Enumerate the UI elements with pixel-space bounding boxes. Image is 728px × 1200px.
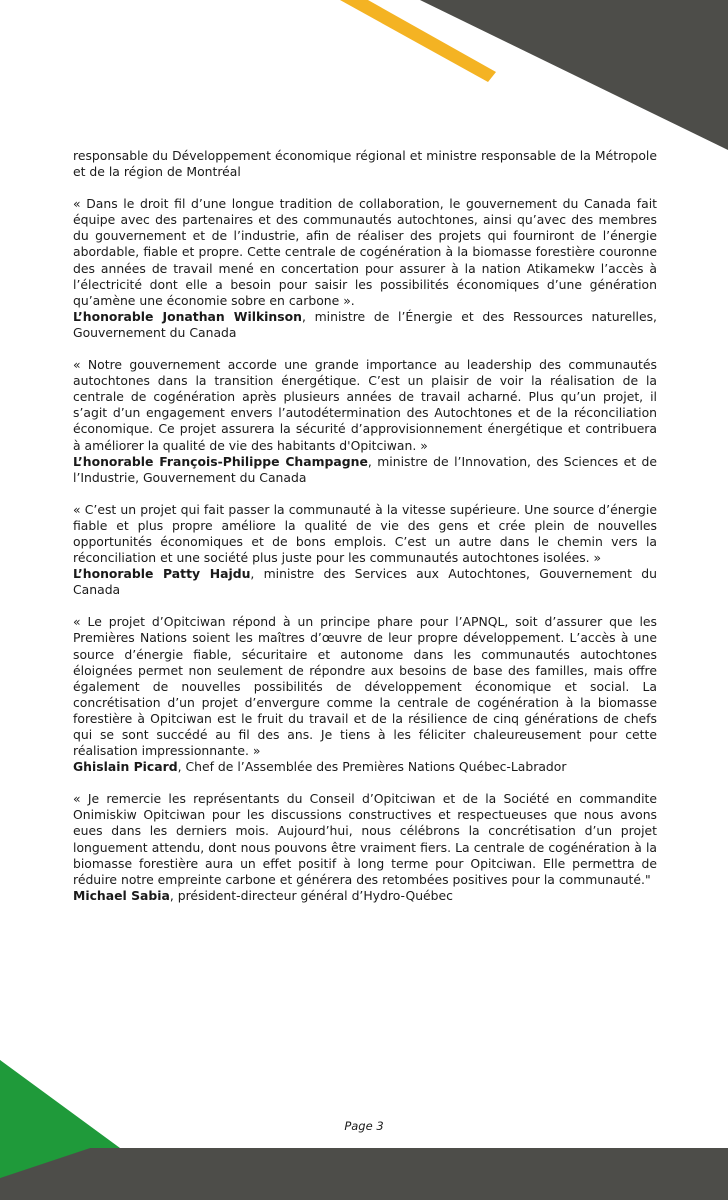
top-corner-decoration (0, 0, 728, 150)
statement-quote: « Le projet d’Opitciwan répond à un principe phare pour l’APNQL, soit d’assurer que les Premières Nations soient les maîtres d’œuvre de leur propre développement. L’accès à une source d’énergie fiable, sécuritaire et autonome dans les communautés autochtones éloignées permet non seulement de répondre aux besoins de base des familles, mais offre également de nouvelles possibilités de développement économique et social. La concrétisation d’un projet d’envergure comme la centrale de cogénération à la biomasse forestière à Opitciwan est le fruit du travail et de la résilience de cinq générations de chefs qui se sont succédé au fil des ans. Je tiens à les féliciter chaleureusement pour cette réalisation impressionnante. » (73, 614, 657, 759)
statement-attribution (73, 759, 657, 775)
speaker-name: L’honorable Jonathan Wilkinson (73, 308, 302, 324)
statement-quote: « Je remercie les représentants du Conseil d’Opitciwan et de la Société en commandite Onimiskiw Opitciwan pour les discussions constructives et respectueuses que nous avons eues dans les derniers mois. Aujourd’hui, nous célébrons la concrétisation d’un projet longuement attendu, dont nous pouvons être vraiment fiers. La centrale de cogénération à la biomasse forestière aura un effet positif à long terme pour Opitciwan. Elle permettra de réduire notre empreinte carbone et générera des retombées positives pour la communauté." (73, 791, 657, 887)
speaker-name: Ghislain Picard (73, 759, 178, 775)
statement-block (73, 502, 657, 599)
bottom-dark-band (0, 1148, 728, 1200)
statement-block (73, 357, 657, 486)
speaker-title: , ministre de l’Innovation, des Sciences et de l’Industrie, Gouvernement du Canada (73, 453, 658, 485)
statement-quote: « Notre gouvernement accorde une grande importance au leadership des communautés autochtones dans la transition énergétique. C’est un plaisir de voir la réalisation de la centrale de cogénération après plusieurs années de travail acharné. Plus qu’un projet, il s’agit d’un engagement envers l’autodétermination des Autochtones et de la réconciliation économique. Ce projet assurera la sécurité d’approvisionnement énergétique et contribuera à améliorer la qualité de vie des habitants d'Opitciwan. » (73, 357, 657, 453)
statement-block (73, 614, 657, 775)
speaker-name: L’honorable Patty Hajdu (73, 566, 251, 582)
speaker-title: , ministre des Services aux Autochtones, Gouvernement du Canada (73, 566, 657, 598)
document-body (73, 148, 657, 920)
statement-attribution (73, 454, 657, 486)
top-dark-band (420, 0, 728, 150)
page-number: Page 3 (344, 1119, 384, 1133)
statement-quote: « Dans le droit fil d’une longue tradition de collaboration, le gouvernement du Canada fait équipe avec des partenaires et des communautés autochtones, ainsi qu’avec des membres du gouvernement et de l’industrie, afin de réaliser des projets qui fourniront de l’énergie abordable, fiable et propre. Cette centrale de cogénération à la biomasse forestière couronne des années de travail mené en concertation pour assurer à la nation Atikamekw l’accès à l’électricité dont elle a besoin pour saisir les possibilités économiques d’une génération qu’amène une économie sobre en carbone ». (73, 196, 657, 308)
statement-attribution (73, 566, 657, 598)
speaker-title: , président-directeur général d’Hydro-Québec (169, 887, 453, 903)
speaker-name: Michael Sabia (73, 887, 170, 903)
speaker-name: L’honorable François-Philippe Champagne (73, 453, 368, 469)
statement-quote: « C’est un projet qui fait passer la communauté à la vitesse supérieure. Une source d’énergie fiable et plus propre améliore la qualité de vie des gens et crée plein de nouvelles opportunités économiques et de bons emplois. C’est un autre dans le chemin vers la réconciliation et une société plus juste pour les communautés autochtones isolées. » (73, 501, 657, 566)
intro-paragraph: responsable du Développement économique régional et ministre responsable de la Métropole et de la région de Montréal (73, 148, 657, 180)
speaker-title: , ministre de l’Énergie et des Ressources naturelles, Gouvernement du Canada (73, 308, 657, 340)
statement-block (73, 791, 657, 904)
statement-attribution (73, 888, 657, 904)
statement-block (73, 196, 657, 341)
bottom-corner-decoration (0, 1060, 728, 1200)
statement-attribution (73, 309, 657, 341)
speaker-title: , Chef de l’Assemblée des Premières Nations Québec-Labrador (177, 759, 567, 775)
